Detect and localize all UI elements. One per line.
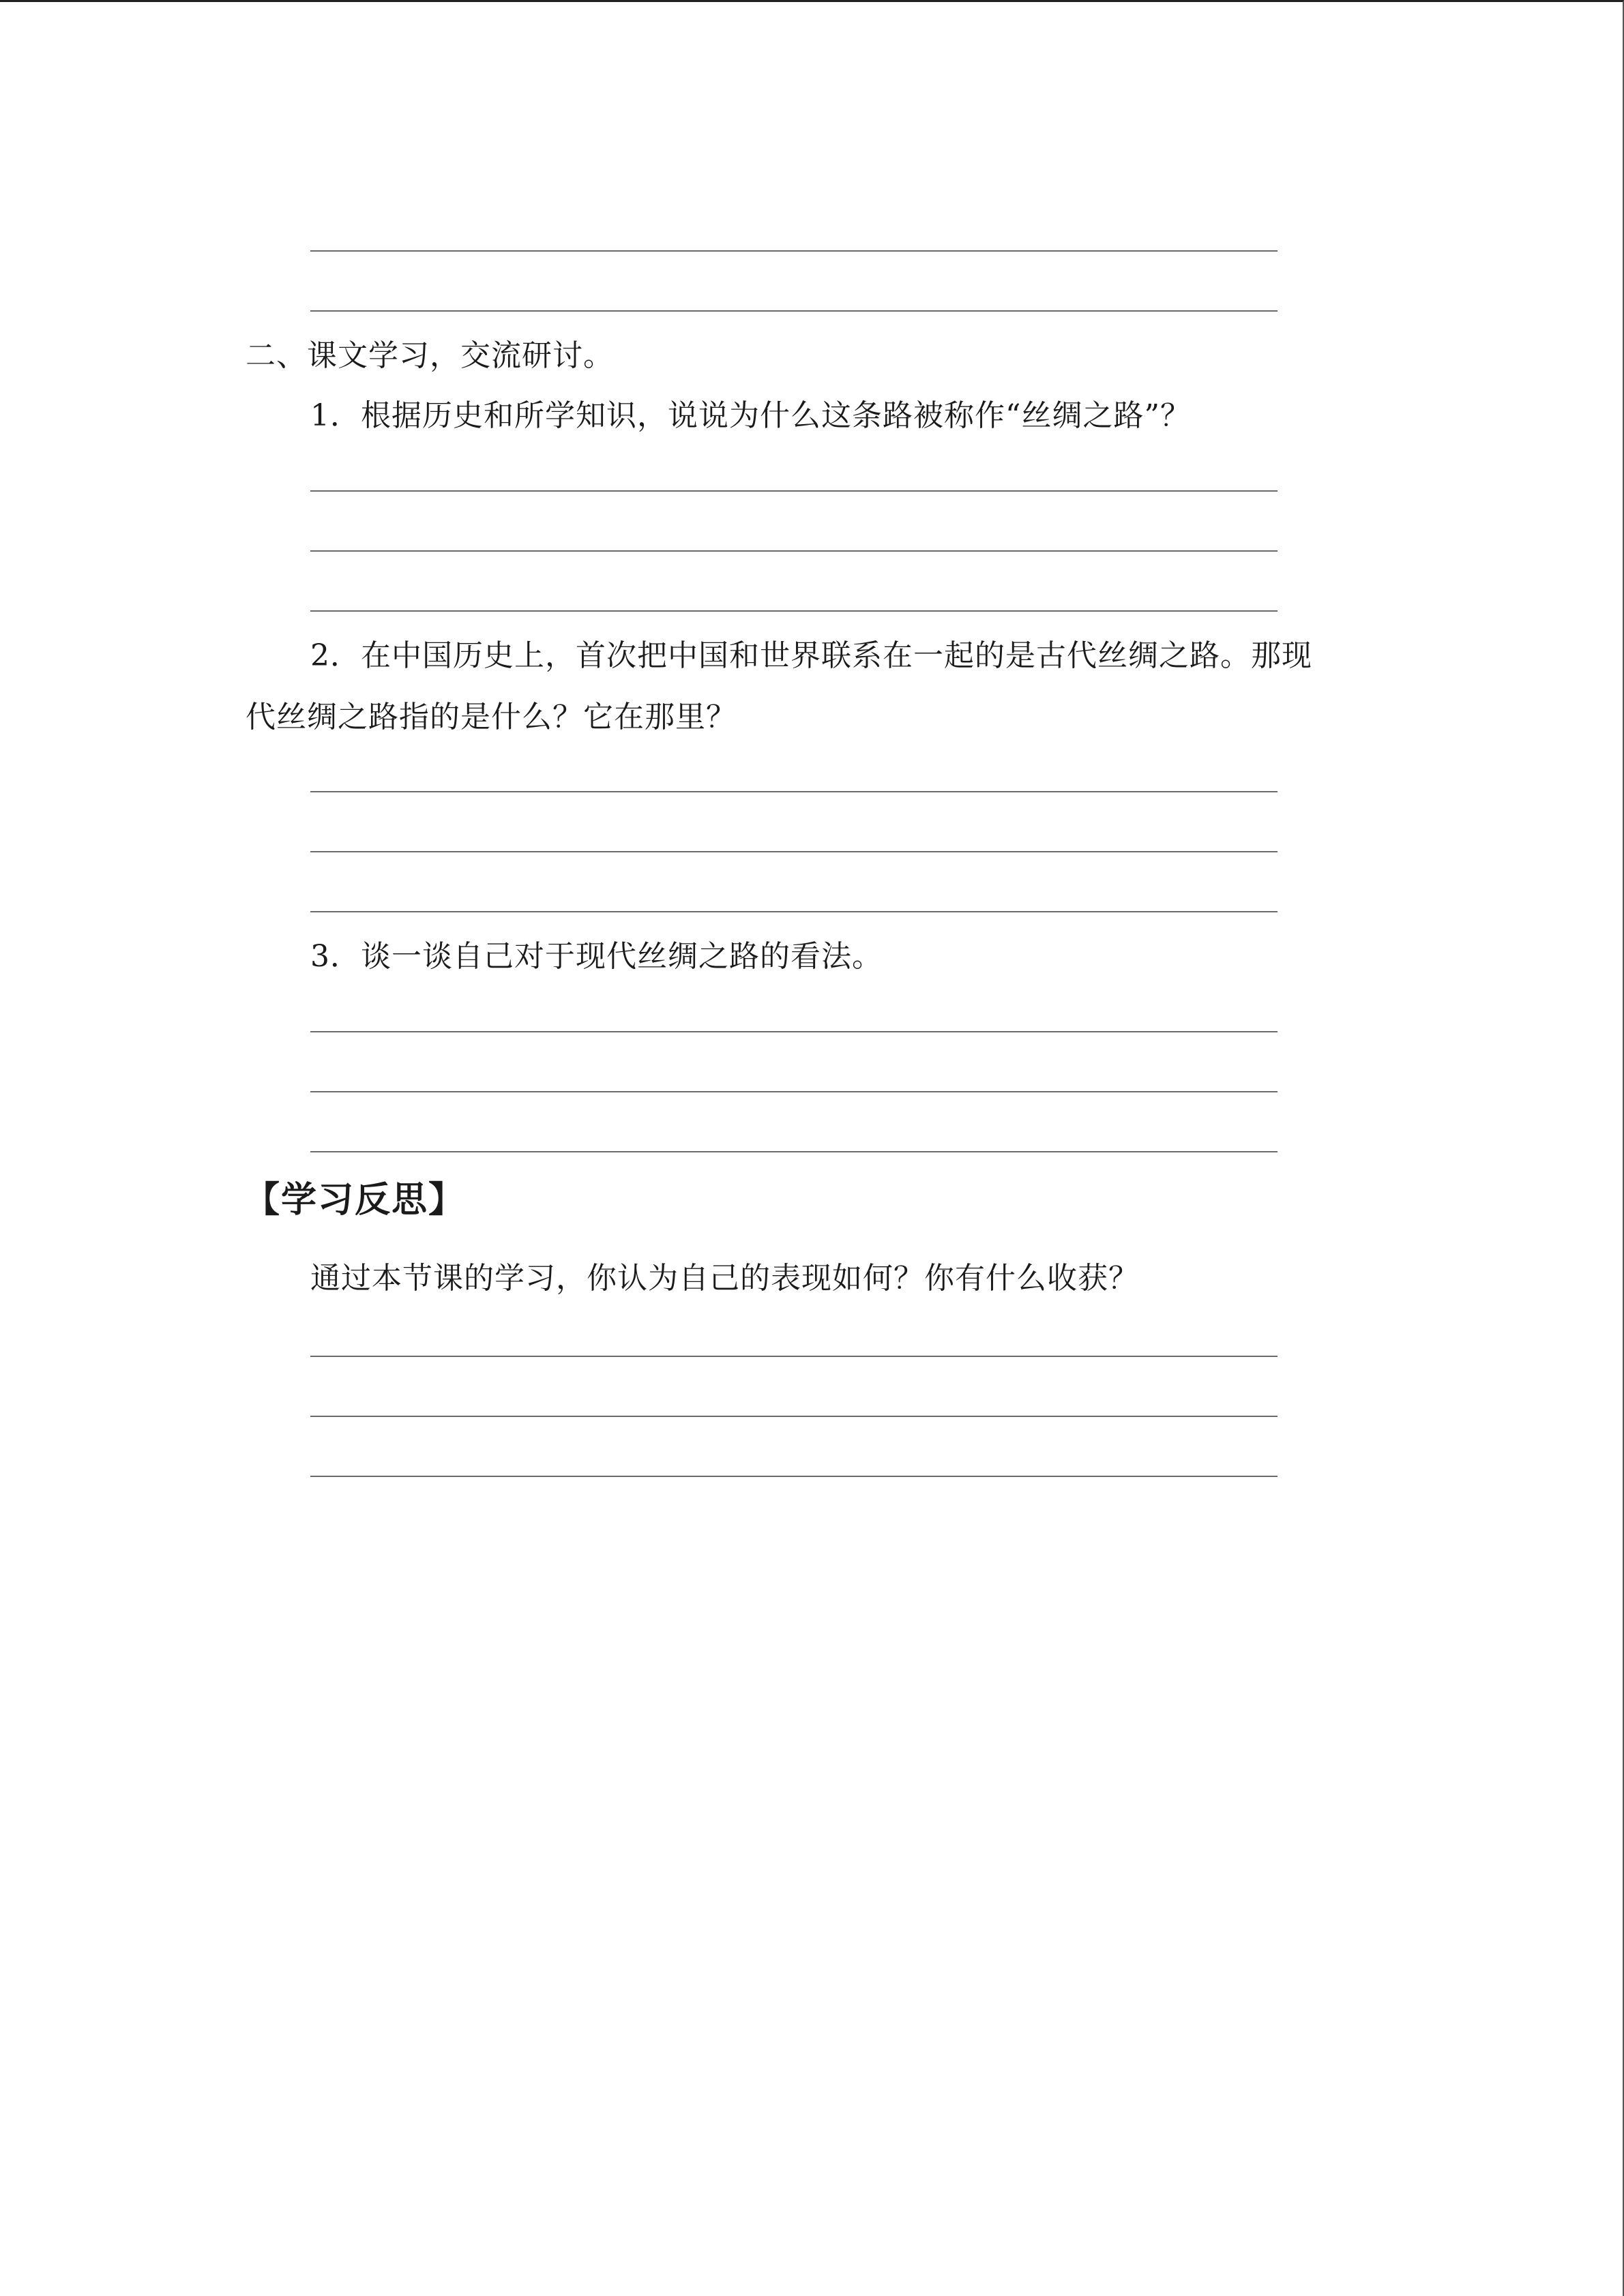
answer-line-q3[interactable] — [310, 1091, 1278, 1092]
answer-line-q2[interactable] — [310, 911, 1278, 912]
answer-line-reflection[interactable] — [310, 1476, 1278, 1477]
question-3: 3．谈一谈自己对于现代丝绸之路的看法。 — [310, 939, 883, 974]
reflection-prompt: 通过本节课的学习，你认为自己的表现如何？你有什么收获？ — [310, 1261, 1139, 1296]
question-1: 1．根据历史和所学知识，说说为什么这条路被称作“丝绸之路”？ — [310, 398, 1191, 433]
answer-line-q2[interactable] — [310, 851, 1278, 852]
question-2-line-2: 代丝绸之路指的是什么？它在那里？ — [246, 700, 737, 734]
section-title: 二、课文学习，交流研讨。 — [246, 338, 614, 373]
reflection-heading: 【学习反思】 — [244, 1180, 466, 1221]
answer-line-q1[interactable] — [310, 550, 1278, 552]
answer-line-reflection[interactable] — [310, 1416, 1278, 1417]
answer-line-q3[interactable] — [310, 1031, 1278, 1032]
answer-line[interactable] — [310, 310, 1278, 312]
answer-line-reflection[interactable] — [310, 1356, 1278, 1357]
answer-line-q3[interactable] — [310, 1151, 1278, 1152]
answer-line[interactable] — [310, 250, 1278, 252]
answer-line-q2[interactable] — [310, 791, 1278, 792]
answer-line-q1[interactable] — [310, 610, 1278, 612]
answer-line-q1[interactable] — [310, 490, 1278, 492]
question-2-line-1: 2．在中国历史上，首次把中国和世界联系在一起的是古代丝绸之路。那现 — [310, 638, 1312, 673]
